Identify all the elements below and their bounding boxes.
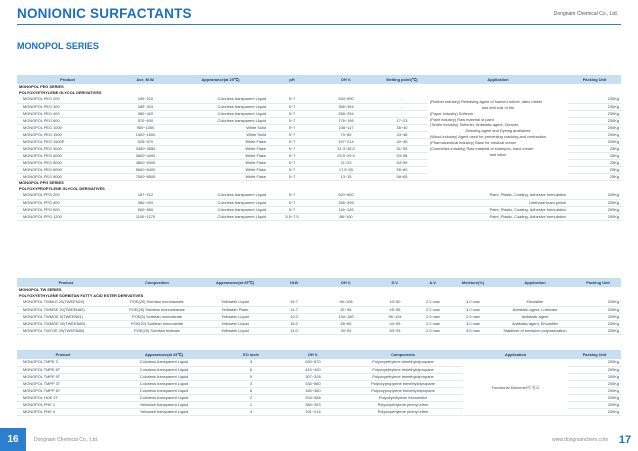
cell-av: 2.2 max: [415, 299, 451, 306]
cell-eo-mole: 9: [219, 373, 283, 380]
cell-product: MONOPOL TMPP 6T: [17, 387, 109, 394]
col-header-product: Product: [17, 75, 118, 84]
cell-melting-point: -: [376, 96, 428, 103]
cell-appearance: Yellowish Liquid: [199, 320, 271, 327]
cell-ph: 5~7: [268, 192, 316, 199]
cell-packing: 200Kg: [568, 359, 621, 366]
cell-oh: 533~558: [283, 394, 343, 401]
cell-appearance: White Flake: [173, 159, 268, 166]
col-header-product: Product: [17, 350, 109, 359]
col-header-moisture: Moisture(%): [451, 278, 495, 287]
cell-packing: 25Kg: [568, 166, 621, 173]
cell-ph: 5.5~7.5: [268, 213, 316, 220]
cell-product: MONOPOL PEG 1000: [17, 124, 118, 131]
cell-ph: 5~7: [268, 166, 316, 173]
cell-ph: 5~7: [268, 138, 316, 145]
col-header-product: Product: [17, 278, 115, 287]
cell-product: MONOPOL PPG 1200: [17, 213, 118, 220]
cell-mw: 187~212: [118, 192, 173, 199]
cell-mw: 600~650: [118, 206, 173, 213]
col-header-appearance: Appearance(at 25℃): [109, 350, 219, 359]
group-title: MONOPOL PEG SERIES: [19, 84, 64, 90]
application-line: and lotion: [489, 151, 507, 157]
cell-oh: 356~394: [316, 103, 376, 110]
col-header-appearance: Appearance(at 25℃): [199, 278, 271, 287]
cell-product: MONOPOL PEG 400: [17, 110, 118, 117]
group-title: MONOPOL TW SERIES: [19, 287, 62, 293]
cell-appearance: Colorless transparent Liquid: [109, 359, 219, 366]
col-header-av: A.V.: [415, 278, 451, 287]
cell-mw: 380~420: [118, 199, 173, 206]
table-row: [17, 359, 621, 366]
col-header-melting-point: Melting point(℃): [376, 75, 428, 84]
cell-packing: 200Kg: [568, 192, 621, 199]
cell-product: MONOPOL PEG 300: [17, 103, 118, 110]
cell-appearance: Colorless transparent Liquid: [109, 366, 219, 373]
cell-components: Polyoxyethylene trimethylolpropane: [343, 373, 463, 380]
cell-oh: 31.3~35.5: [316, 145, 376, 152]
peg-application-block: [428, 96, 568, 180]
cell-mw: 525~570: [118, 138, 173, 145]
cell-melting-point: 40~45: [376, 138, 428, 145]
col-header-packing: Packing Unit: [575, 278, 621, 287]
cell-ph: 5~7: [268, 145, 316, 152]
application-line: (Pharmaceutical industry) Base for medical cream: [430, 140, 517, 146]
application-line: (Cosmetics industry) Raw material of shampoo, hand cream: [430, 145, 534, 151]
cell-oh: 201~214: [283, 408, 343, 415]
cell-packing: 200Kg: [575, 320, 621, 327]
cell-sv: 83~93: [375, 327, 415, 334]
cell-ph: 5~7: [268, 159, 316, 166]
cell-oh: 17.5~20: [316, 166, 376, 173]
cell-appearance: Colorless transparent Liquid: [109, 373, 219, 380]
cell-ph: 5~7: [268, 199, 316, 206]
cell-appearance: Colorless transparent Liquid: [109, 394, 219, 401]
section-title: MONOPOL SERIES: [17, 41, 99, 51]
cell-oh: 134~150: [317, 313, 375, 320]
cell-packing: 25Kg: [568, 159, 621, 166]
cell-product: MONOPOL PEG 3000: [17, 145, 118, 152]
cell-oh: 88~100: [316, 213, 376, 220]
cell-ph: 5~7: [268, 152, 316, 159]
cell-packing: 200Kg: [568, 213, 621, 220]
tw-series-table: [17, 278, 621, 335]
cell-product: MONOPOL PEG 5000: [17, 159, 118, 166]
cell-appearance: White Flake: [173, 145, 268, 152]
cell-oh: 116~126: [316, 206, 376, 213]
cell-mw: 1400~1600: [118, 131, 173, 138]
cell-product: MONOPOL PPG 200: [17, 192, 118, 199]
cell-moisture: 3.0 max: [451, 306, 495, 313]
cell-mw: 950~1050: [118, 124, 173, 131]
cell-product: MONOPOL TMPE 9T: [17, 373, 109, 380]
cell-sv: 45~55: [375, 306, 415, 313]
cell-mw: 570~630: [118, 117, 173, 124]
cell-appearance: White Flake: [173, 152, 268, 159]
col-header-sv: S.V.: [375, 278, 415, 287]
tmp-series-table: [17, 350, 621, 416]
table-header-row: [17, 75, 621, 84]
cell-application: Antistatic agent: [495, 313, 575, 320]
cell-application: Paint, Plastic, Coating, Adhesive formulation: [376, 213, 568, 220]
cell-ph: 5~7: [268, 96, 316, 103]
cell-product: MONOPOL TWMOE 5(TWEEN81): [17, 313, 115, 320]
cell-appearance: Yellowish Liquid: [199, 299, 271, 306]
cell-melting-point: 55~60: [376, 166, 428, 173]
cell-product: MONOPOL PEG 6000: [17, 166, 118, 173]
cell-appearance: Colorless transparent Liquid: [173, 206, 268, 213]
cell-hlb: 16.7: [271, 299, 317, 306]
col-header-oh: OH V.: [317, 278, 375, 287]
cell-appearance: Colorless transparent Liquid: [173, 110, 268, 117]
table-row: [17, 206, 621, 213]
cell-appearance: Colorless transparent Liquid: [109, 387, 219, 394]
cell-oh: 197~214: [316, 138, 376, 145]
application-line: (Textile industry) Softener, Antistatic agent, Cleaner,: [430, 122, 520, 128]
cell-appearance: Yellowish transparent Liquid: [109, 401, 219, 408]
cell-appearance: White Flake: [173, 166, 268, 173]
table-header-row: [17, 278, 621, 287]
cell-mw: 3800~4400: [118, 152, 173, 159]
cell-packing: 25Kg: [568, 145, 621, 152]
cell-components: Polyoxyethylene phenyl ether: [343, 408, 463, 415]
cell-oh: 178~196: [316, 117, 376, 124]
cell-packing: 200Kg: [568, 131, 621, 138]
cell-oh: 39~52: [317, 327, 375, 334]
cell-application: Paint, Plastic, Coating, Adhesive formulation: [376, 206, 568, 213]
cell-ph: 5~7: [268, 206, 316, 213]
cell-mw: 380~420: [118, 110, 173, 117]
cell-mw: 7500~8500: [118, 173, 173, 180]
cell-packing: 25Kg: [568, 152, 621, 159]
cell-appearance: Colorless transparent Liquid: [173, 96, 268, 103]
cell-melting-point: 17~23: [376, 117, 428, 124]
col-header-application: Application: [495, 278, 575, 287]
cell-product: MONOPOL TWMSE 20(TWEEN60): [17, 306, 115, 313]
col-header-composition: Composition: [115, 278, 199, 287]
cell-oh: 630~670: [283, 359, 343, 366]
cell-oh: 108~117: [316, 124, 376, 131]
footer-company: Dongnam Chemical Co., Ltd.: [34, 437, 99, 443]
cell-oh: 25.5~29.5: [316, 152, 376, 159]
cell-oh: 340~360: [283, 387, 343, 394]
cell-hlb: 10.0: [271, 313, 317, 320]
cell-product: MONOPOL TMPE 3: [17, 359, 109, 366]
header-rule: [17, 24, 621, 25]
group-subtitle: POLYOXYETHYLENE SORBITAN FATTY ACID ESTER DERIVATIVES: [19, 293, 144, 299]
cell-packing: 200Kg: [568, 380, 621, 387]
col-header-packing: Packing Unit: [568, 75, 621, 84]
cell-packing: 230Kg: [568, 103, 621, 110]
cell-composition: POE(20) Sorbitan trioleate: [115, 327, 199, 334]
application-line: and anti-rust of tire: [481, 104, 515, 110]
col-header-components: Components: [343, 350, 463, 359]
cell-oh: 268~294: [316, 110, 376, 117]
cell-mw: 285~315: [118, 103, 173, 110]
cell-packing: 200Kg: [568, 408, 621, 415]
cell-product: MONOPOL TWMLE 20(TWEEN20): [17, 299, 115, 306]
cell-packing: 200Kg: [568, 394, 621, 401]
cell-oh: 81~96: [317, 306, 375, 313]
cell-appearance: Yellowish Liquid: [199, 313, 271, 320]
cell-sv: 44~55: [375, 320, 415, 327]
cell-product: MONOPOL PEG 200: [17, 96, 118, 103]
application-line: (Wood industry) Agent used for preventing cracking and contraction: [430, 134, 547, 140]
cell-packing: 200Kg: [568, 138, 621, 145]
cell-product: MONOPOL TWMOE 20(TWEEN80): [17, 320, 115, 327]
group-subtitle: POLYOXYPROPYLENE GLYCOL DERIVATIVES: [19, 186, 105, 192]
cell-av: 2.2 max: [415, 320, 451, 327]
cell-appearance: White Solid: [173, 124, 268, 131]
cell-product: MONOPOL PEG 600: [17, 117, 118, 124]
peg-ppg-table: [17, 75, 621, 221]
cell-appearance: Yellowish Liquid: [199, 327, 271, 334]
footer-website: www.dongnamchem.com: [552, 437, 608, 443]
cell-appearance: Yellowish transparent Liquid: [109, 408, 219, 415]
table-row: [17, 327, 621, 334]
cell-eo-mole: 3: [219, 380, 283, 387]
cell-ph: 5~7: [268, 131, 316, 138]
cell-product: MONOPOL PPG 600: [17, 206, 118, 213]
cell-ph: 5~7: [268, 173, 316, 180]
cell-composition: POE(5) Sorbitan monooleate: [115, 313, 199, 320]
cell-packing: 200Kg: [568, 124, 621, 131]
cell-product: MONOPOL PEG 8000: [17, 173, 118, 180]
col-header-mw: Ave. M.W.: [118, 75, 173, 84]
cell-hlb: 14.7: [271, 306, 317, 313]
cell-ph: 5~7: [268, 117, 316, 124]
cell-oh: 13~15: [316, 173, 376, 180]
cell-eo-mole: 1: [219, 401, 283, 408]
cell-melting-point: 54~59: [376, 159, 428, 166]
table-row: [17, 299, 621, 306]
cell-packing: 200Kg: [575, 327, 621, 334]
cell-moisture: 3.0 max: [451, 320, 495, 327]
cell-product: MONOPOL PPG 400: [17, 199, 118, 206]
cell-moisture: 3.0 max: [451, 299, 495, 306]
cell-oh: 530~560: [283, 380, 343, 387]
table-header-row: [17, 350, 621, 359]
cell-product: MONOPOL PEG 1500: [17, 131, 118, 138]
cell-packing: 200Kg: [568, 387, 621, 394]
application-line: (Paper industry) Softener: [430, 110, 474, 116]
cell-mw: 5600~6400: [118, 166, 173, 173]
cell-moisture: 2.0 max: [451, 313, 495, 320]
cell-appearance: White Solid: [173, 131, 268, 138]
cell-ph: 5~7: [268, 110, 316, 117]
application-line: (Rubber industry) Releasing agent of foamed rubber, latex rubber: [430, 99, 543, 104]
cell-eo-mole: 3: [219, 359, 283, 366]
cell-melting-point: 35~40: [376, 124, 428, 131]
col-header-hlb: HLB: [271, 278, 317, 287]
cell-components: Polyoxyethylene trimethylolpropane: [343, 366, 463, 373]
cell-ph: 5~7: [268, 103, 316, 110]
cell-packing: 200Kg: [575, 313, 621, 320]
cell-product: MONOPOL TWTOE 20(TWEEN85): [17, 327, 115, 334]
table-row: [17, 199, 621, 206]
cell-oh: 380~393: [283, 401, 343, 408]
cell-packing: 200Kg: [568, 206, 621, 213]
cell-product: MONOPOL TMPP 3T: [17, 380, 109, 387]
cell-sv: 96~104: [375, 313, 415, 320]
cell-ph: 5~7: [268, 124, 316, 131]
col-header-oh: OH V.: [283, 350, 343, 359]
cell-components: Polyoxyethylene phenyl ether: [343, 401, 463, 408]
table-row: [17, 313, 621, 320]
cell-oh: 410~420: [283, 366, 343, 373]
page-number-left: 16: [0, 428, 26, 451]
cell-melting-point: 53~58: [376, 152, 428, 159]
cell-moisture: 3.5 max: [451, 327, 495, 334]
cell-av: 2.0 max: [415, 313, 451, 320]
cell-oh: 534~590: [316, 96, 376, 103]
col-header-application: Application: [463, 350, 568, 359]
cell-eo-mole: 6: [219, 366, 283, 373]
cell-oh: 65~80: [317, 320, 375, 327]
table-row: [17, 192, 621, 199]
table-row: [17, 96, 621, 103]
cell-packing: 200Kg: [568, 373, 621, 380]
cell-application: Urethane foam polish: [376, 199, 568, 206]
col-header-oh: OH V.: [316, 75, 376, 84]
cell-oh: 96~108: [317, 299, 375, 306]
cell-packing: 230Kg: [568, 96, 621, 103]
col-header-appearance: Appearance(at 25℃): [173, 75, 268, 84]
cell-eo-mole: 6: [219, 387, 283, 394]
cell-composition: POE(20) Sorbitan monostearate: [115, 306, 199, 313]
cell-av: 2.2 max: [415, 306, 451, 313]
cell-packing: 200Kg: [568, 366, 621, 373]
cell-appearance: Colorless transparent Liquid: [173, 117, 268, 124]
cell-appearance: Colorless transparent Liquid: [109, 380, 219, 387]
cell-application: Emulsifier: [495, 299, 575, 306]
page-header-title: NONIONIC SURFACTANTS: [17, 6, 192, 21]
group-subtitle: POLYOXYETHYLENE GLYCOL DERIVATIVES: [19, 90, 102, 96]
cell-application: Paint, Plastic, Coating, Adhesive formulation: [376, 192, 568, 199]
cell-application: Antistatic agent, Lubricant: [495, 306, 575, 313]
cell-melting-point: 43~48: [376, 131, 428, 138]
cell-mw: 4800~5300: [118, 159, 173, 166]
cell-oh: 520~600: [316, 192, 376, 199]
cell-oh: 265~295: [316, 199, 376, 206]
cell-composition: POE(20) Sorbitan monolaurate: [115, 299, 199, 306]
col-header-packing: Packing Unit: [568, 350, 621, 359]
cell-mw: 3350~3550: [118, 145, 173, 152]
cell-appearance: Colorless transparent Liquid: [173, 192, 268, 199]
page-number-right: 17: [618, 433, 632, 446]
cell-packing: 230Kg: [568, 117, 621, 124]
cell-components: Polyoxypropylene trimethylolpropane: [343, 380, 463, 387]
cell-product: MONOPOL PEG 1500P: [17, 138, 118, 145]
cell-product: MONOPOL PHE 4: [17, 408, 109, 415]
application-line: Desizing agent and Dyeing auxiliaries: [465, 128, 531, 134]
cell-composition: POE(20) Sorbitan monooleate: [115, 320, 199, 327]
cell-appearance: Colorless transparent Liquid: [173, 213, 268, 220]
cell-application: Antistatic agent, Emulsifier: [495, 320, 575, 327]
cell-components: Polyoxyethylene hexanediol: [343, 394, 463, 401]
cell-hlb: 15.0: [271, 320, 317, 327]
cell-melting-point: 58~65: [376, 173, 428, 180]
cell-oh: 307~328: [283, 373, 343, 380]
table-row: [17, 306, 621, 313]
cell-appearance: Colorless transparent Liquid: [173, 103, 268, 110]
cell-product: MONOPOL HOE 2T: [17, 394, 109, 401]
cell-hlb: 11.0: [271, 327, 317, 334]
cell-mw: 190~210: [118, 96, 173, 103]
col-header-ph: pH: [268, 75, 316, 84]
header-company: Dongnam Chemical Co., Ltd.: [553, 11, 618, 17]
cell-sv: 40~50: [375, 299, 415, 306]
table-row: [17, 213, 621, 220]
cell-oh: 70~80: [316, 131, 376, 138]
cell-appearance: Colorless transparent Liquid: [173, 199, 268, 206]
col-header-application: Application: [428, 75, 568, 84]
cell-appearance: Yellowish Paste: [199, 306, 271, 313]
application-line: (Paint industry) Raw material of paint: [430, 116, 494, 122]
cell-appearance: White Flake: [173, 173, 268, 180]
table-row: [17, 320, 621, 327]
cell-eo-mole: 2: [219, 394, 283, 401]
cell-packing: 200Kg: [575, 306, 621, 313]
cell-packing: 200Kg: [575, 299, 621, 306]
cell-melting-point: 51~55: [376, 145, 428, 152]
tmp-application-block: Functional Monomer의 원료: [463, 359, 568, 415]
cell-packing: 230Kg: [568, 110, 621, 117]
cell-av: 2.0 max: [415, 327, 451, 334]
cell-oh: 21~23: [316, 159, 376, 166]
cell-melting-point: -: [376, 103, 428, 110]
cell-product: MONOPOL PHE 1: [17, 401, 109, 408]
cell-packing: 200Kg: [568, 199, 621, 206]
cell-components: Polyoxypropylene trimethylolpropane: [343, 387, 463, 394]
cell-application: Stabilizer of emulsion polymerization: [495, 327, 575, 334]
cell-melting-point: -: [376, 110, 428, 117]
cell-components: Polyoxyethylene trimethylolpropane: [343, 359, 463, 366]
group-title: MONOPOL PPG SERIES: [19, 180, 64, 186]
cell-product: MONOPOL TMPE 6T: [17, 366, 109, 373]
cell-packing: 200Kg: [568, 401, 621, 408]
col-header-eo-mole: EO mole: [219, 350, 283, 359]
cell-eo-mole: 4: [219, 408, 283, 415]
cell-packing: 25Kg: [568, 173, 621, 180]
cell-appearance: White Flake: [173, 138, 268, 145]
cell-product: MONOPOL PEG 4000: [17, 152, 118, 159]
cell-mw: 1100~1270: [118, 213, 173, 220]
